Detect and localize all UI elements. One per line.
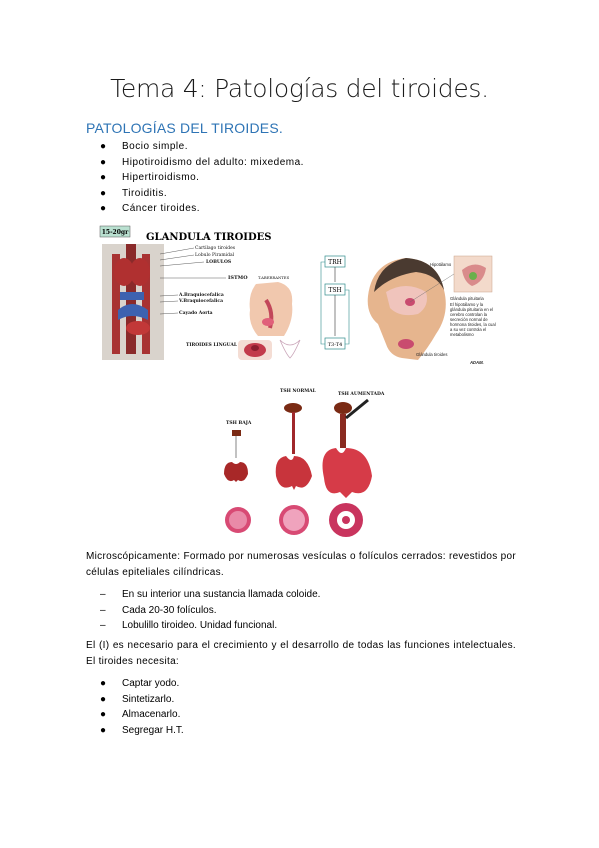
hormone-axis-figure: [318, 252, 352, 356]
list-item: ● Captar yodo.: [86, 676, 184, 692]
list-item: ● Almacenarlo.: [86, 707, 184, 723]
adam-logo: ADAM.: [470, 360, 484, 365]
list-item: ● Hipertiroidismo.: [86, 170, 304, 186]
pathology-list: [86, 139, 304, 217]
bullet-icon: ●: [100, 678, 107, 689]
list-item: ● Tiroiditis.: [86, 186, 304, 202]
bullet-icon: ●: [100, 693, 107, 705]
list-item: – En su interior una sustancia llamada coloide.: [86, 587, 320, 603]
label-pituitaria: Glándula pituitaria: [450, 296, 484, 301]
tsh-levels-figure: [218, 386, 388, 542]
dash-icon: –: [100, 620, 106, 631]
needs-list: [86, 676, 184, 738]
label-tsh-baja: TSH BAJA: [226, 421, 252, 426]
list-item: – Lobulillo tiroideo. Unidad funcional.: [86, 618, 320, 634]
dash-icon: –: [100, 589, 106, 600]
bullet-icon: ●: [100, 141, 107, 152]
box-trh: TRH: [328, 259, 342, 266]
dash-icon: –: [100, 604, 106, 616]
label-aberrantes: T.ABERRANTES: [258, 275, 290, 280]
box-tsh: TSH: [328, 287, 342, 294]
label-hipotalamo: Hipotálamo: [430, 262, 452, 267]
label-lobulos: LOBULOS: [206, 260, 232, 265]
follicle-list: [86, 587, 320, 634]
list-item: – Cada 20-30 folículos.: [86, 603, 320, 619]
label-cartilago: Cartilago tiroides: [195, 246, 236, 251]
list-item: ● Bocio simple.: [86, 139, 304, 155]
caption-text: El hipotálamo y la glándula pituitaria en el cerebro controlan la secreción normal de hormona tiroides, la cual a su vez controla el metabolismo: [450, 302, 496, 337]
figure-title: GLANDULA TIROIDES: [146, 232, 272, 243]
bullet-icon: ●: [100, 724, 107, 736]
label-lingual: TIROIDES LINGUAL: [186, 343, 238, 348]
list-item: ● Hipotiroidismo del adulto: mixedema.: [86, 155, 304, 171]
label-a-braquiocefalica: A.Braquiocefalica: [179, 293, 224, 298]
label-tiroides: Glándula tiroides: [416, 352, 448, 357]
bullet-icon: ●: [100, 203, 107, 214]
label-tsh-aumentada: TSH AUMENTADA: [338, 392, 385, 397]
microscopy-paragraph: Microscópicamente: Formado por numerosas vesículas o folículos cerrados: revestidos por células epiteliales cilíndricas.: [86, 551, 516, 578]
list-item: ● Cáncer tiroides.: [86, 201, 304, 217]
bullet-icon: ●: [100, 187, 107, 199]
box-t3-t4: T3-T4: [327, 342, 343, 348]
section-heading: PATOLOGÍAS DEL TIROIDES.: [86, 120, 283, 136]
label-v-braquiocefalica: V.Braquiocefalica: [179, 299, 224, 304]
iodine-paragraph: El (I) es necesario para el crecimiento y el desarrollo de todas las funciones intelectuales. El tiroides necesita:: [86, 640, 516, 667]
page-title: Tema 4: Patologías del tiroides.: [110, 74, 489, 103]
label-tsh-normal: TSH NORMAL: [280, 389, 316, 394]
list-item: ● Segregar H.T.: [86, 723, 184, 739]
bullet-icon: ●: [100, 709, 107, 720]
thyroid-anatomy-figure: [98, 224, 316, 364]
head-pituitary-figure: [356, 252, 498, 370]
bullet-icon: ●: [100, 156, 107, 168]
bullet-icon: ●: [100, 172, 107, 183]
list-item: ● Sintetizarlo.: [86, 692, 184, 708]
label-cayado-aorta: Cayado Aorta: [179, 311, 213, 316]
label-lobulo-piramidal: Lobulo Piramidal: [195, 253, 235, 258]
weight-badge: 15-20gr: [101, 229, 129, 236]
label-istmo: ISTMO: [228, 275, 248, 281]
